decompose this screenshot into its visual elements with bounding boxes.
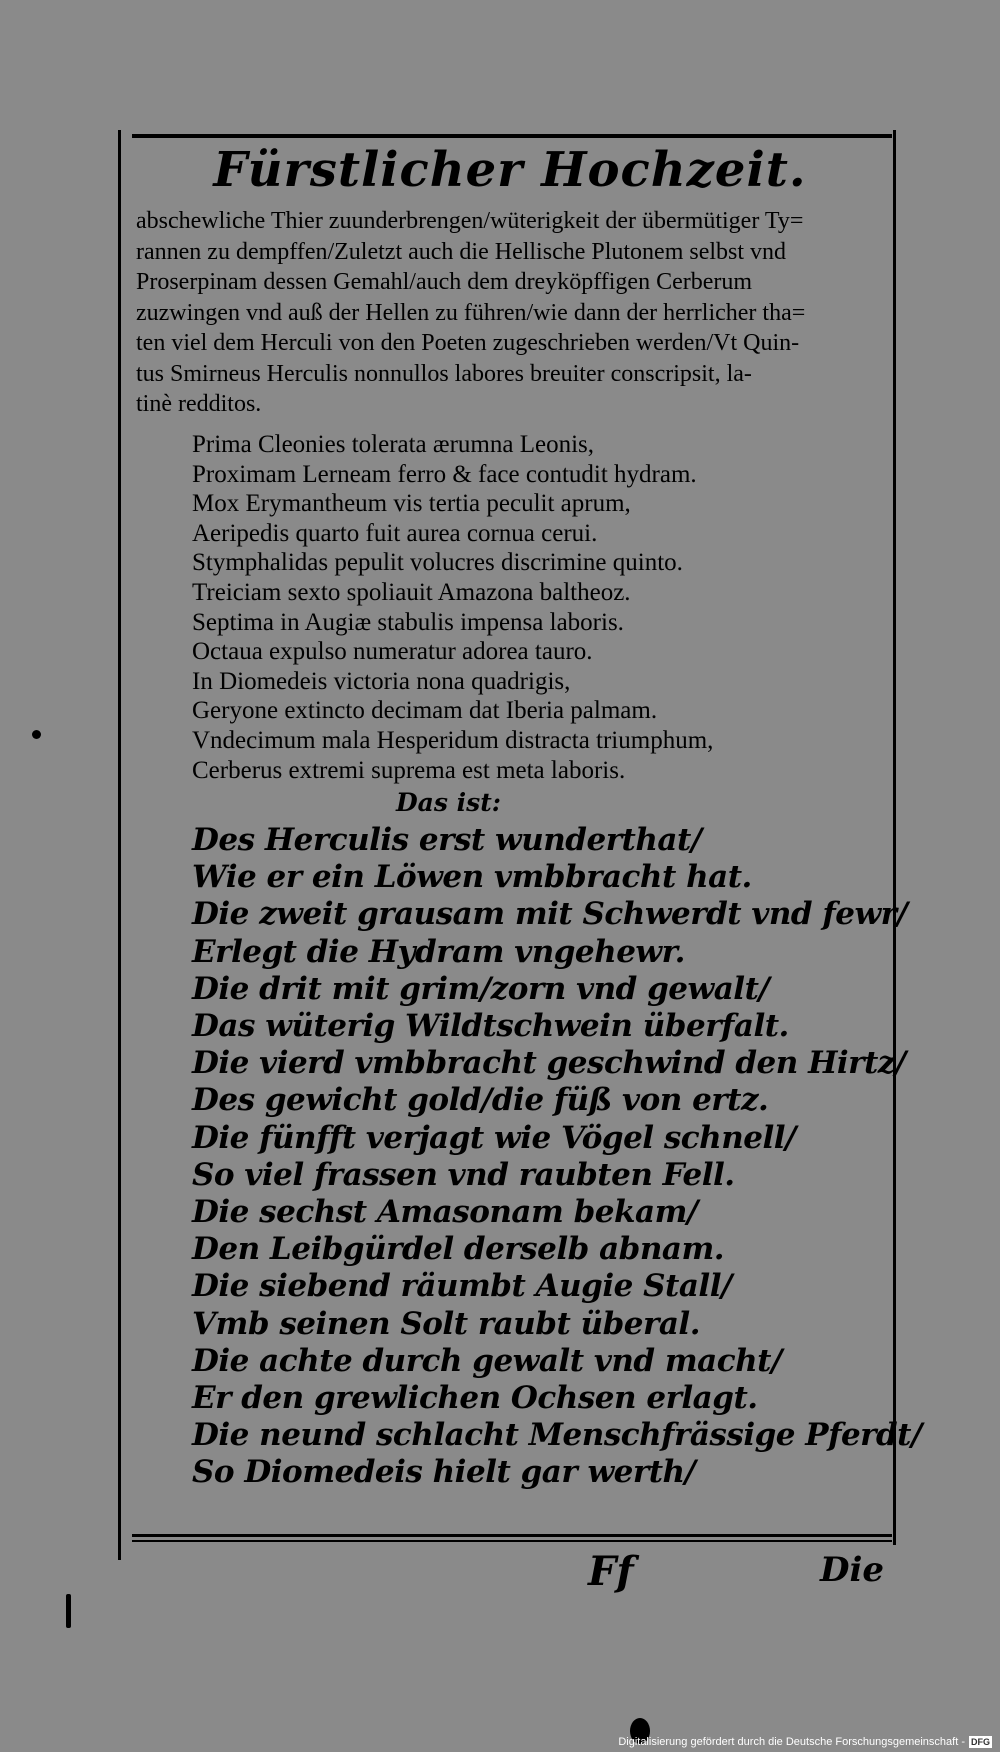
latin-verse-line: Geryone extincto decimam dat Iberia palmam.	[192, 697, 658, 725]
prose-line: rannen zu dempffen/Zuletzt auch die Hellische Plutonem selbst vnd	[136, 238, 787, 265]
german-verse-line: Wie er ein Löwen vmbbracht hat.	[192, 859, 752, 896]
german-verse-line: Die fünfft verjagt wie Vögel schnell/	[192, 1119, 796, 1156]
prose-line: abschewliche Thier zuunderbrengen/wüterigkeit der übermütiger Ty=	[136, 208, 804, 234]
german-verse-line: Des Herculis erst wunderthat/	[192, 822, 702, 858]
prose-line: tus Smirneus Herculis nonnullos labores breuiter conscripsit, la-	[136, 360, 752, 387]
prose-line: tinè redditos.	[136, 391, 262, 417]
latin-verse-line: Mox Erymantheum vis tertia peculit aprum,	[192, 490, 631, 518]
german-verse-line: Vmb seinen Solt raubt überal.	[192, 1305, 700, 1342]
german-verse-line: Erlegt die Hydram vngehewr.	[192, 933, 685, 970]
catchword: Die	[820, 1550, 885, 1590]
prose-paragraph	[136, 206, 880, 420]
prose-line: zuzwingen vnd auß der Hellen zu führen/wie dann der herrlicher tha=	[136, 299, 806, 326]
latin-verse-line: Treiciam sexto spoliauit Amazona baltheoz.	[192, 578, 631, 606]
german-verse-line: Die zweit grausam mit Schwerdt vnd fewr/	[192, 896, 908, 933]
german-verse-block	[192, 822, 922, 1492]
prose-line: Proserpinam dessen Gemahl/auch dem dreyköpffigen Cerberum	[136, 269, 753, 295]
dfg-logo: DFG	[971, 1737, 990, 1747]
german-verse-line: Das wüterig Wildtschwein überfalt.	[192, 1008, 789, 1045]
prose-line: ten viel dem Herculi von den Poeten zugeschrieben werden/Vt Quin-	[136, 330, 800, 356]
bottom-rule	[132, 1534, 892, 1537]
german-verse-line: Den Leibgürdel derselb abnam.	[192, 1231, 725, 1268]
german-verse-line: Die achte durch gewalt vnd macht/	[192, 1342, 782, 1379]
german-verse-line: Die sechst Amasonam bekam/	[192, 1194, 698, 1231]
german-verse-line: Des gewicht gold/die füß von ertz.	[192, 1082, 769, 1119]
latin-verse-line: Octaua expulso numeratur adorea tauro.	[192, 638, 593, 666]
latin-verse-line: Aeripedis quarto fuit aurea cornua cerui.	[192, 519, 598, 547]
latin-verse-line: Stymphalidas pepulit volucres discrimine quinto.	[192, 549, 683, 577]
latin-verse-line: Proximam Lerneam ferro & face contudit hydram.	[192, 460, 697, 488]
running-head: Fürstlicher Hochzeit.	[213, 142, 807, 198]
latin-verse-line: Prima Cleonies tolerata ærumna Leonis,	[192, 431, 594, 458]
latin-verse-block	[192, 430, 832, 785]
german-verse-line: Er den grewlichen Ochsen erlagt.	[192, 1380, 758, 1417]
ink-speck	[32, 730, 41, 739]
german-verse-line: So Diomedeis hielt gar werth/	[192, 1454, 696, 1491]
footer-credit-text: Digitalisierung gefördert durch die Deutsche Forschungsgemeinschaft -	[618, 1736, 965, 1748]
german-verse-line: Die drit mit grim/zorn vnd gewalt/	[192, 970, 770, 1007]
signature-mark: Ff	[588, 1548, 634, 1595]
german-verse-line: Die neund schlacht Menschfrässige Pferdt/	[192, 1417, 922, 1454]
ink-speck	[66, 1594, 71, 1628]
latin-verse-line: Vndecimum mala Hesperidum distracta triumphum,	[192, 726, 714, 754]
german-verse-line: So viel frassen vnd raubten Fell.	[192, 1156, 735, 1193]
translation-heading: Das ist:	[396, 788, 502, 817]
bottom-rule-double	[132, 1540, 892, 1542]
latin-verse-line: Cerberus extremi suprema est meta laboris.	[192, 756, 626, 784]
latin-verse-line: Septima in Augiæ stabulis impensa laboris.	[192, 608, 624, 636]
latin-verse-line: In Diomedeis victoria nona quadrigis,	[192, 667, 571, 695]
footer-credit	[618, 1736, 992, 1748]
german-verse-line: Die vierd vmbbracht geschwind den Hirtz/	[192, 1045, 906, 1082]
german-verse-line: Die siebend räumbt Augie Stall/	[192, 1268, 732, 1305]
